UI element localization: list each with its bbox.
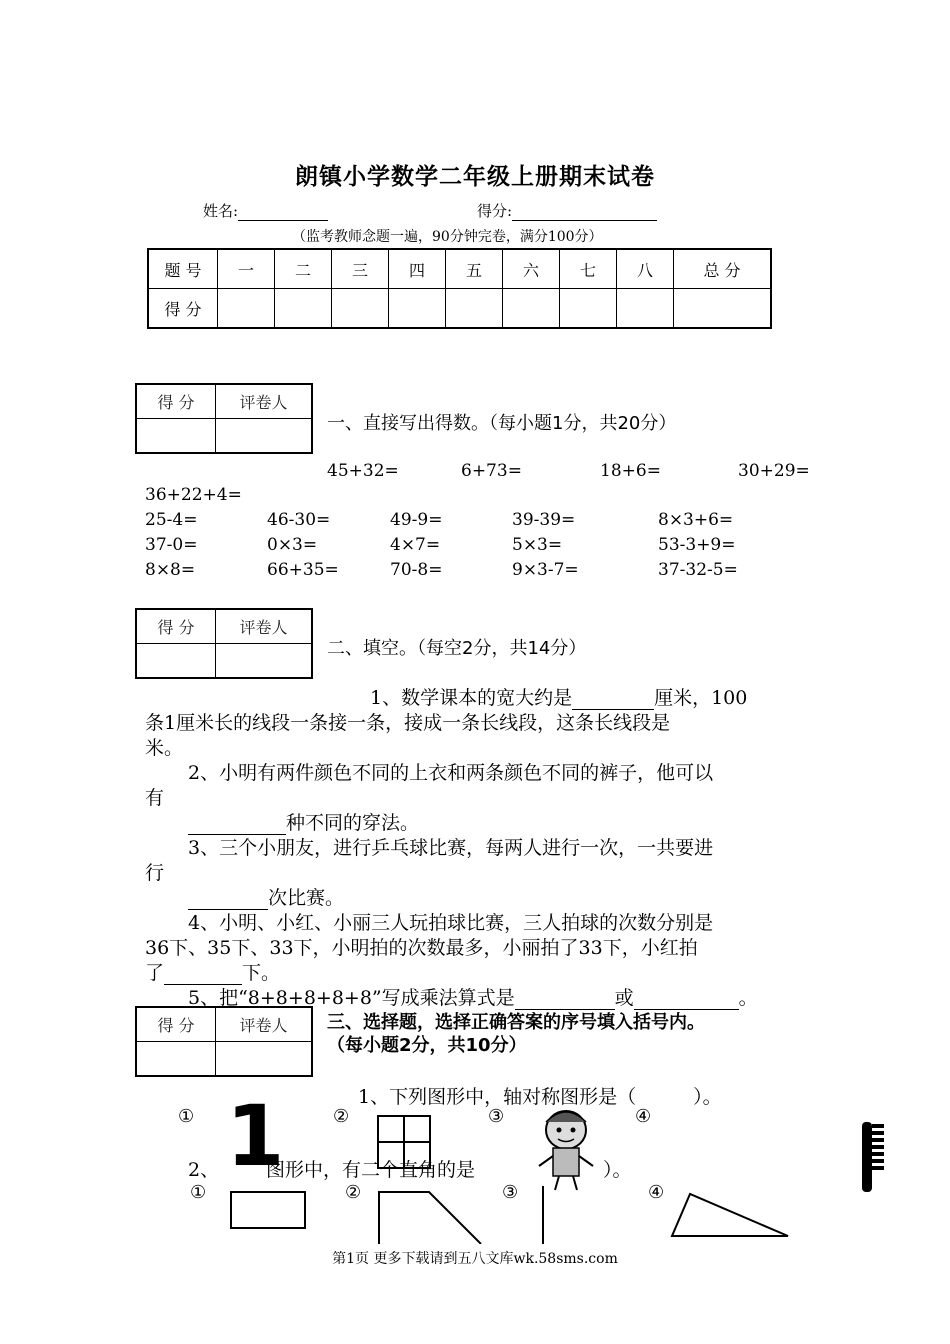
grader-name-label: 评卷人 — [216, 609, 313, 644]
question-text: 。 — [738, 987, 758, 1009]
exam-note: （监考教师念题一遍，90分钟完卷，满分100分） — [292, 229, 603, 245]
answer-blank[interactable] — [634, 989, 739, 1010]
table-cell: 二 — [275, 249, 332, 289]
fill-question — [188, 808, 419, 835]
table-cell: 一 — [218, 249, 275, 289]
answer-blank[interactable] — [164, 964, 242, 985]
score-cell[interactable] — [275, 289, 332, 329]
fill-question — [145, 958, 280, 985]
score-table-header-row — [148, 249, 771, 289]
section2-title: 二、填空。（每空2分，共14分） — [327, 638, 587, 659]
question-text: 种不同的穿法。 — [286, 812, 420, 834]
question-text: 厘米，100 — [654, 687, 748, 709]
calc-item: 49-9= — [390, 510, 443, 530]
grader-name-cell[interactable] — [216, 419, 313, 454]
calc-item: 37-0= — [145, 535, 198, 555]
answer-blank[interactable] — [515, 989, 615, 1010]
score-cell[interactable] — [503, 289, 560, 329]
fill-question — [188, 883, 344, 910]
triangle-figure — [668, 1190, 792, 1240]
vertical-line-figure — [538, 1186, 548, 1246]
grader-box — [135, 1006, 313, 1077]
calc-item: 36+22+4= — [145, 485, 242, 505]
grader-name-cell[interactable] — [216, 644, 313, 679]
trapezoid-figure — [375, 1188, 485, 1244]
question-text: 图形中，有二个直角的是 — [266, 1159, 476, 1181]
table-cell: 总 分 — [674, 249, 772, 289]
question-text: ）。 — [603, 1159, 632, 1181]
question-text: 米。 — [145, 737, 184, 759]
score-cell[interactable] — [674, 289, 772, 329]
table-cell: 四 — [389, 249, 446, 289]
question-text: 2、 — [188, 1159, 220, 1181]
calc-item: 8×8= — [145, 560, 196, 580]
score-cell[interactable] — [389, 289, 446, 329]
grader-box — [135, 608, 313, 679]
question-text: 2、小明有两件颜色不同的上衣和两条颜色不同的裤子，他可以 — [188, 762, 714, 784]
question-text: 下。 — [242, 962, 281, 984]
score-label: 得分: — [477, 202, 513, 220]
option-label[interactable]: ② — [345, 1182, 362, 1203]
option-label[interactable]: ④ — [635, 1106, 652, 1127]
score-cell[interactable] — [446, 289, 503, 329]
calc-item: 46-30= — [267, 510, 331, 530]
option-label[interactable]: ② — [333, 1106, 350, 1127]
table-cell: 得 分 — [148, 289, 218, 329]
score-table — [147, 248, 772, 329]
calc-item: 9×3-7= — [512, 560, 579, 580]
calc-item: 30+29= — [738, 461, 810, 481]
table-cell: 八 — [617, 249, 674, 289]
question-text: 3、三个小朋友，进行乒乓球比赛，每两人进行一次，一共要进 — [188, 837, 714, 859]
question-text: 有 — [145, 787, 165, 809]
option-label[interactable]: ③ — [488, 1106, 505, 1127]
cartoon-character-figure — [531, 1100, 601, 1192]
question-text: 1、下列图形中，轴对称图形是（ ）。 — [358, 1086, 722, 1108]
option-label[interactable]: ④ — [648, 1182, 665, 1203]
rectangle-figure — [229, 1190, 307, 1230]
question-text: 36下、35下、33下，小明拍的次数最多，小丽拍了33下，小红拍 — [145, 937, 698, 959]
name-field[interactable] — [203, 200, 328, 221]
calc-item: 70-8= — [390, 560, 443, 580]
grader-score-cell[interactable] — [136, 419, 216, 454]
grader-score-label: 得 分 — [136, 384, 216, 419]
name-blank[interactable] — [238, 204, 328, 221]
question-text: 行 — [145, 862, 165, 884]
score-blank[interactable] — [512, 204, 657, 221]
grader-name-cell[interactable] — [216, 1042, 313, 1077]
option-label[interactable]: ① — [190, 1182, 207, 1203]
question-text: 次比赛。 — [268, 887, 345, 909]
table-cell: 三 — [332, 249, 389, 289]
calc-item: 8×3+6= — [658, 510, 734, 530]
answer-blank[interactable] — [188, 889, 268, 910]
calc-item: 53-3+9= — [658, 535, 736, 555]
score-cell[interactable] — [218, 289, 275, 329]
digit-one-figure: 1 — [226, 1087, 285, 1185]
table-cell: 题 号 — [148, 249, 218, 289]
question-text: 了 — [145, 962, 165, 984]
calc-item: 18+6= — [600, 461, 661, 481]
comb-figure — [858, 1120, 888, 1195]
calc-item: 5×3= — [512, 535, 563, 555]
table-cell: 六 — [503, 249, 560, 289]
grader-name-label: 评卷人 — [216, 1007, 313, 1042]
calc-item: 6+73= — [461, 461, 522, 481]
grader-score-label: 得 分 — [136, 609, 216, 644]
calc-item: 66+35= — [267, 560, 339, 580]
score-field[interactable] — [477, 200, 657, 221]
grader-score-label: 得 分 — [136, 1007, 216, 1042]
question-text: 4、小明、小红、小丽三人玩拍球比赛，三人拍球的次数分别是 — [188, 912, 714, 934]
question-text: 5、把“8+8+8+8+8”写成乘法算式是 — [188, 987, 515, 1009]
grader-score-cell[interactable] — [136, 644, 216, 679]
table-cell: 七 — [560, 249, 617, 289]
calc-item: 39-39= — [512, 510, 576, 530]
calc-item: 0×3= — [267, 535, 318, 555]
question-text: 条1厘米长的线段一条接一条，接成一条长线段，这条长线段是 — [145, 712, 671, 734]
question-text: 1、数学课本的宽大约是 — [370, 687, 573, 709]
grader-score-cell[interactable] — [136, 1042, 216, 1077]
grader-box — [135, 383, 313, 454]
score-table-score-row — [148, 289, 771, 329]
answer-blank[interactable] — [188, 814, 286, 835]
score-cell[interactable] — [560, 289, 617, 329]
section1-title: 一、直接写出得数。（每小题1分，共20分） — [327, 413, 677, 434]
score-cell[interactable] — [617, 289, 674, 329]
grader-name-label: 评卷人 — [216, 384, 313, 419]
option-label[interactable]: ③ — [502, 1182, 519, 1203]
calc-item: 37-32-5= — [658, 560, 738, 580]
score-cell[interactable] — [332, 289, 389, 329]
calc-item: 25-4= — [145, 510, 198, 530]
table-cell: 五 — [446, 249, 503, 289]
name-label: 姓名: — [203, 202, 239, 220]
calc-item: 4×7= — [390, 535, 441, 555]
option-label[interactable]: ① — [178, 1106, 195, 1127]
fill-question — [370, 683, 747, 710]
calc-item: 45+32= — [327, 461, 399, 481]
question-text: 或 — [614, 987, 634, 1009]
page-footer: 第1页 更多下载请到五八文库wk.58sms.com — [332, 1251, 618, 1267]
section3-title: 三、选择题，选择正确答案的序号填入括号内。 — [327, 1012, 705, 1033]
answer-blank[interactable] — [572, 689, 654, 710]
section3-subtitle: （每小题2分，共10分） — [327, 1035, 527, 1056]
page-title: 朗镇小学数学二年级上册期末试卷 — [295, 164, 655, 190]
